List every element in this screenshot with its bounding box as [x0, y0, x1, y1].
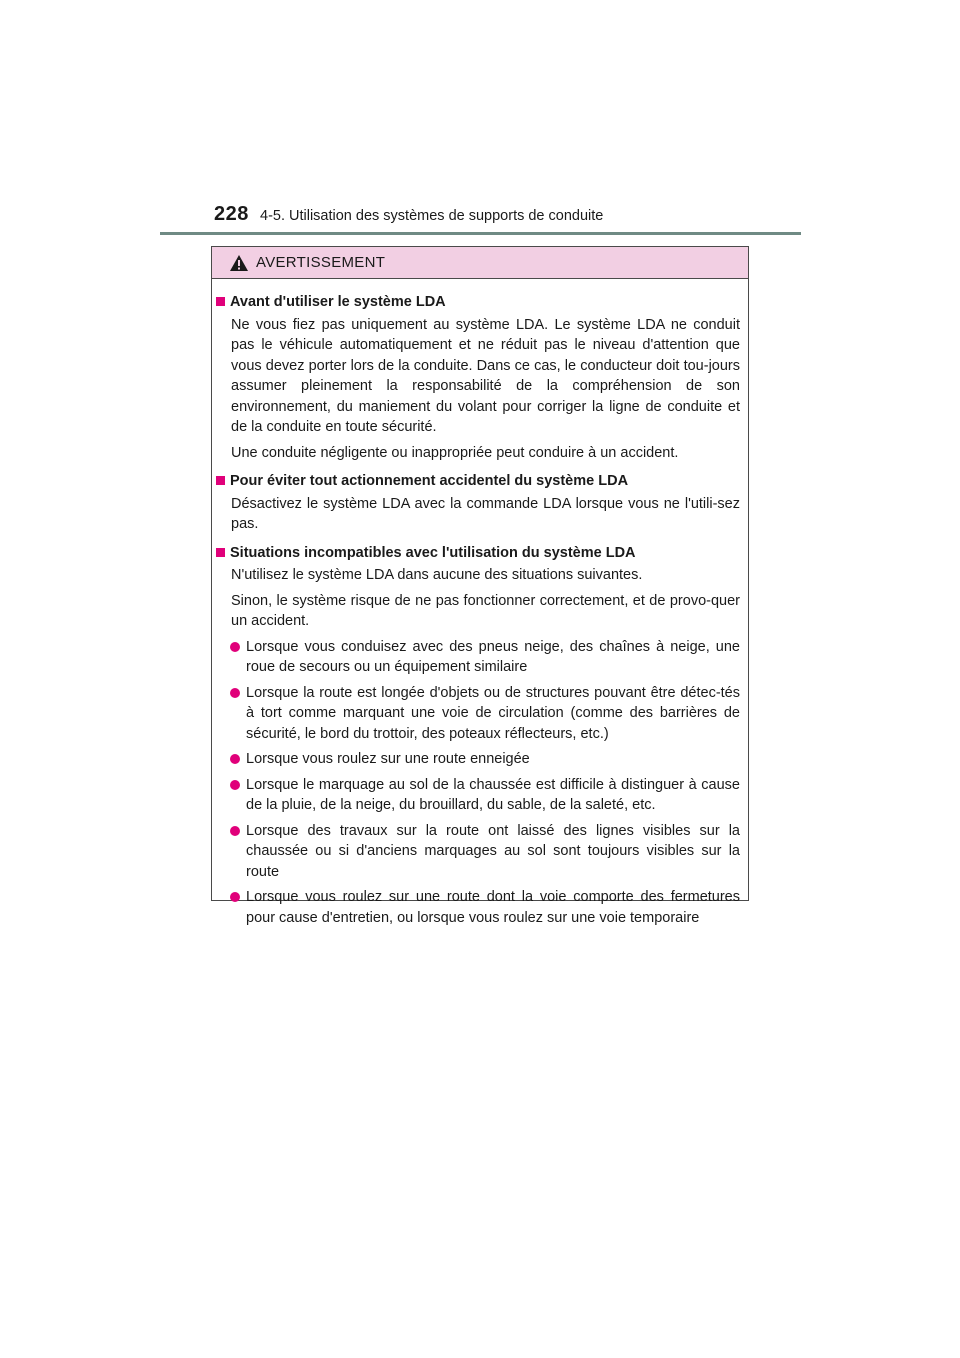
warning-body: [212, 279, 748, 928]
section-title: 4-5. Utilisation des systèmes de supports de conduite: [260, 208, 604, 224]
square-bullet-icon: [216, 476, 225, 485]
list-item-text: Lorsque vous roulez sur une route enneigée: [246, 751, 530, 767]
section-heading: [216, 471, 740, 492]
list-item: [230, 637, 740, 678]
list-item: [230, 821, 740, 883]
list-item-text: Lorsque vous conduisez avec des pneus neige, des chaînes à neige, une roue de secours ou un équipement similaire: [246, 638, 740, 675]
list-item-text: Lorsque le marquage au sol de la chaussée est difficile à distinguer à cause de la pluie, de la neige, du brouillard, du sable, de la saleté, etc.: [246, 776, 740, 813]
round-bullet-icon: [230, 754, 240, 764]
warning-triangle-icon: [230, 255, 248, 271]
paragraph: N'utilisez le système LDA dans aucune des situations suivantes.: [231, 567, 643, 583]
paragraph: Désactivez le système LDA avec la commande LDA lorsque vous ne l'utili-sez pas.: [231, 495, 740, 532]
section-heading: [216, 292, 740, 313]
warning-header: [212, 247, 748, 279]
list-item: [230, 683, 740, 745]
list-item-text: Lorsque la route est longée d'objets ou de structures pouvant être détec-tés à tort comme marquant une voie de circulation (comme des barrières de sécurité, le bord du trottoir, des poteaux réflecteurs, etc.): [246, 684, 740, 742]
list-item: [230, 775, 740, 816]
square-bullet-icon: [216, 297, 225, 306]
paragraph: Sinon, le système risque de ne pas fonctionner correctement, et de provo-quer un accident.: [231, 592, 740, 629]
round-bullet-icon: [230, 642, 240, 652]
paragraph: Une conduite négligente ou inappropriée peut conduire à un accident.: [231, 444, 679, 461]
list-item-text: Lorsque vous roulez sur une route dont la voie comporte des fermetures pour cause d'entretien, ou lorsque vous roulez sur une voie temporaire: [246, 889, 740, 926]
section-heading-text: Situations incompatibles avec l'utilisation du système LDA: [230, 544, 636, 561]
round-bullet-icon: [230, 826, 240, 836]
warning-box: [211, 246, 749, 926]
square-bullet-icon: [216, 548, 225, 557]
round-bullet-icon: [230, 688, 240, 698]
list-item-text: Lorsque des travaux sur la route ont laissé des lignes visibles sur la chaussée ou si d'anciens marquages au sol sont toujours visibles sur la route: [246, 822, 740, 880]
list-item: [230, 749, 740, 770]
section-heading-text: Avant d'utiliser le système LDA: [230, 294, 446, 310]
section-heading: [216, 543, 740, 564]
round-bullet-icon: [230, 892, 240, 902]
header-rule: [160, 232, 801, 235]
round-bullet-icon: [230, 780, 240, 790]
warning-title: AVERTISSEMENT: [256, 254, 386, 271]
paragraph: Ne vous fiez pas uniquement au système LDA. Le système LDA ne conduit pas le véhicule automatiquement et ne réduit pas le niveau d'attention que vous devez porter lors de la conduite. Dans ce cas, le conducteur doit tou-jours assumer pleinement la responsabilité de la compréhension de son environnement, du maniement du volant pour corriger la ligne de conduite et de la conduite en toute sécurité.: [231, 316, 740, 435]
list-item: [230, 887, 740, 928]
page-number: 228: [214, 203, 249, 225]
section-heading-text: Pour éviter tout actionnement accidentel du système LDA: [230, 473, 629, 489]
